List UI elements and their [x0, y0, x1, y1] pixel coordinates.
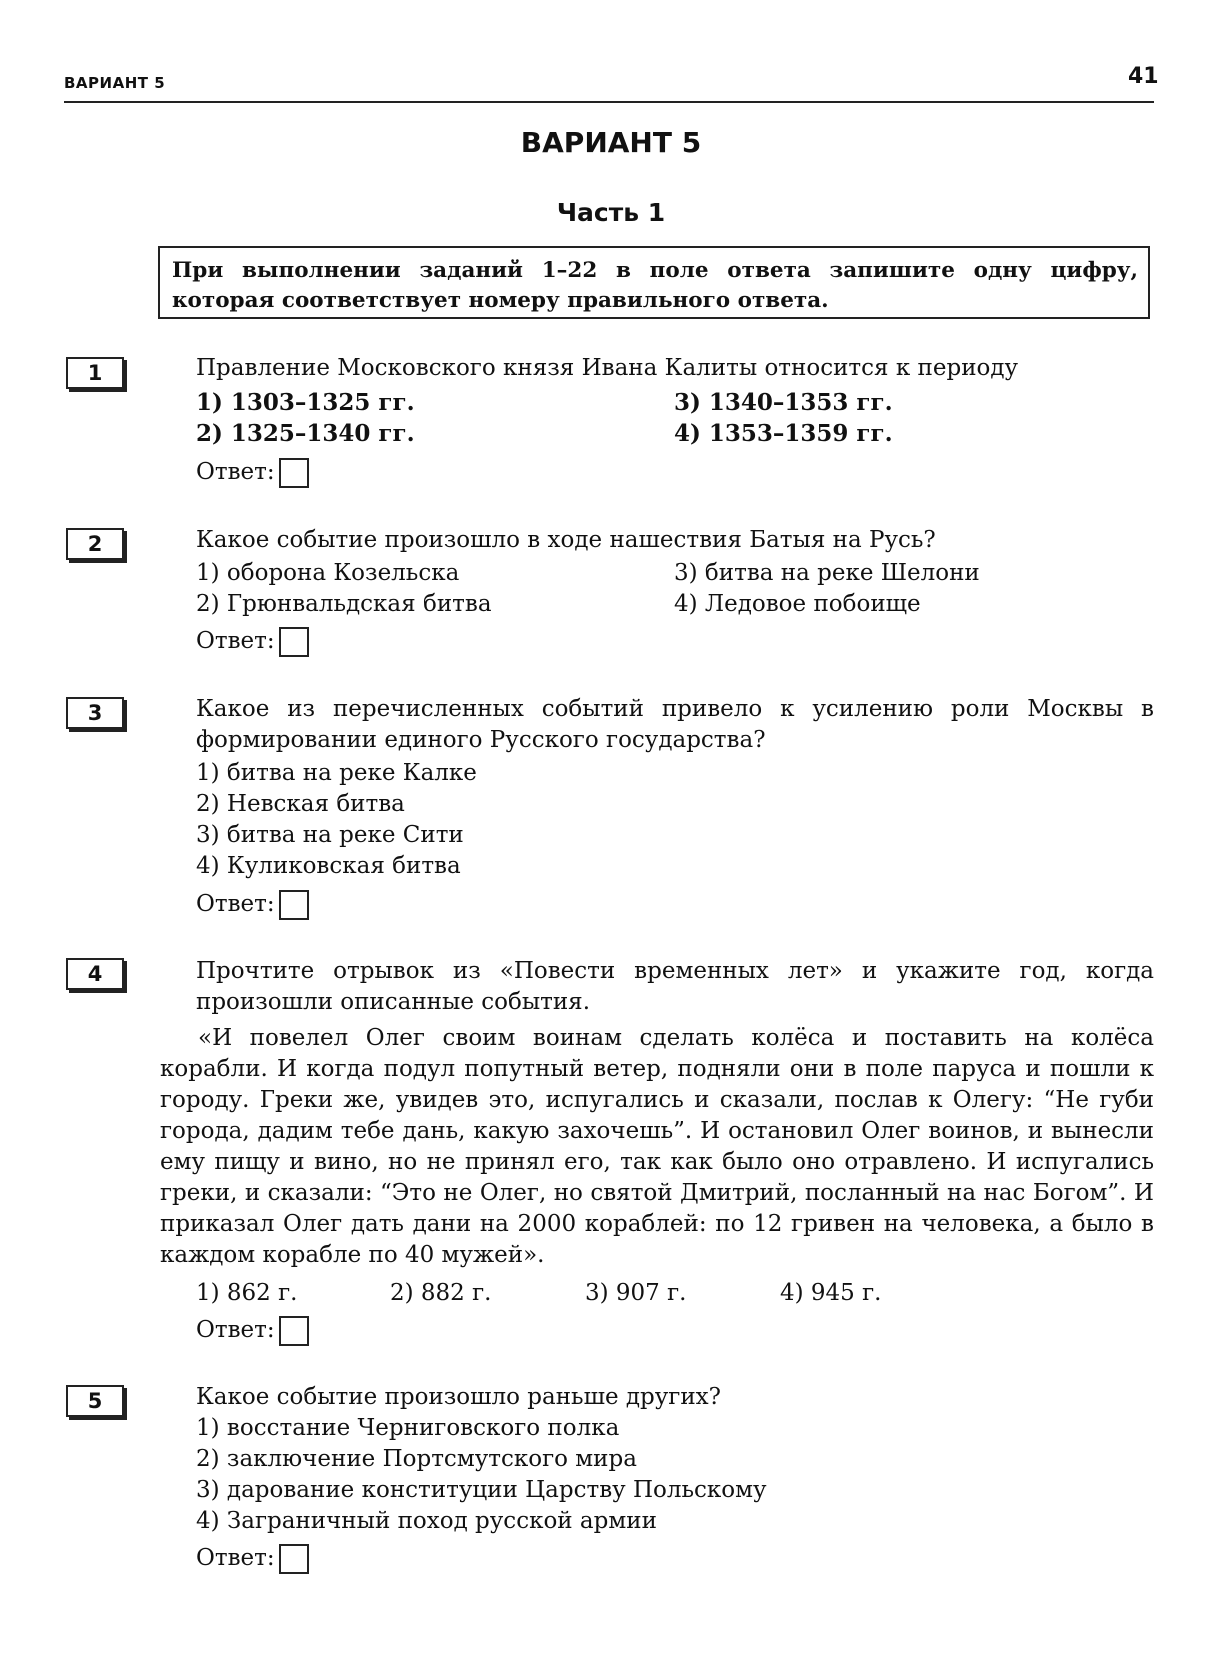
question-number-1: 1	[66, 357, 124, 389]
answer-label: Ответ:	[196, 628, 275, 654]
instruction-text: При выполнении заданий 1–22 в поле ответа запишите одну цифру, которая соответствует номеру правильного ответа.	[172, 258, 1138, 313]
instruction-box	[158, 246, 1150, 319]
option-4-4: 4) 945 г.	[780, 1280, 882, 1306]
quote-passage: «И повелел Олег своим воинам сделать колёса и поставить на колёса корабли. И когда подул попутный ветер, подняли они в поле паруса и пошли к городу. Греки же, увидев это, испугались и сказали, послав к Олегу: “Не губи города, дадим тебе дань, какую захочешь”. И остановил Олег воинов, и вынесли ему пищу и вино, но не принял его, так как было оно отравлено. И испугались греки, и сказали: “Это не Олег, но святой Дмитрий, посланный на нас Богом”. И приказал Олег дать дани на 2000 кораблей: по 12 гривен на человека, а было в каждом корабле по 40 мужей».	[160, 1025, 1154, 1268]
answer-input-3[interactable]	[279, 890, 309, 920]
option-3-1: 1) битва на реке Калке	[196, 760, 477, 786]
answer-row-1	[196, 458, 309, 488]
question-text-3: Какое из перечисленных событий привело к усилению роли Москвы в формировании единого Русского государства?	[196, 696, 1154, 753]
question-text-4: Прочтите отрывок из «Повести временных лет» и укажите год, когда произошли описанные события.	[196, 958, 1154, 1015]
option-1-2: 2) 1325–1340 гг.	[196, 420, 415, 447]
question-number-3: 3	[66, 697, 124, 729]
answer-input-4[interactable]	[279, 1316, 309, 1346]
option-5-3: 3) дарование конституции Царству Польскому	[196, 1477, 767, 1503]
answer-row-2	[196, 627, 309, 657]
option-4-3: 3) 907 г.	[585, 1280, 687, 1306]
answer-label: Ответ:	[196, 1545, 275, 1571]
option-4-2: 2) 882 г.	[390, 1280, 492, 1306]
variant-title: ВАРИАНТ 5	[520, 126, 702, 159]
option-2-2: 2) Грюнвальдская битва	[196, 591, 492, 617]
question-text-1: Правление Московского князя Ивана Калиты относится к периоду	[196, 355, 1019, 381]
answer-input-5[interactable]	[279, 1544, 309, 1574]
option-5-2: 2) заключение Портсмутского мира	[196, 1446, 637, 1472]
option-2-3: 3) битва на реке Шелони	[674, 560, 980, 586]
answer-label: Ответ:	[196, 459, 275, 485]
question-number-2: 2	[66, 528, 124, 560]
answer-row-5	[196, 1544, 309, 1574]
option-5-1: 1) восстание Черниговского полка	[196, 1415, 620, 1441]
option-2-1: 1) оборона Козельска	[196, 560, 460, 586]
option-1-4: 4) 1353–1359 гг.	[674, 420, 893, 447]
option-3-2: 2) Невская битва	[196, 791, 405, 817]
answer-row-3	[196, 890, 309, 920]
running-title: ВАРИАНТ 5	[64, 74, 166, 92]
page-number: 41	[1128, 64, 1159, 89]
question-number-5: 5	[66, 1385, 124, 1417]
answer-input-1[interactable]	[279, 458, 309, 488]
option-3-3: 3) битва на реке Сити	[196, 822, 464, 848]
option-1-1: 1) 1303–1325 гг.	[196, 389, 415, 416]
option-3-4: 4) Куликовская битва	[196, 853, 461, 879]
answer-label: Ответ:	[196, 1317, 275, 1343]
option-4-1: 1) 862 г.	[196, 1280, 298, 1306]
answer-input-2[interactable]	[279, 627, 309, 657]
option-2-4: 4) Ледовое побоище	[674, 591, 921, 617]
part-title: Часть 1	[556, 198, 666, 227]
answer-label: Ответ:	[196, 891, 275, 917]
answer-row-4	[196, 1316, 309, 1346]
question-text-5: Какое событие произошло раньше других?	[196, 1384, 721, 1410]
header-rule	[64, 101, 1154, 103]
option-5-4: 4) Заграничный поход русской армии	[196, 1508, 657, 1534]
question-number-4: 4	[66, 958, 124, 990]
question-text-2: Какое событие произошло в ходе нашествия Батыя на Русь?	[196, 527, 936, 553]
option-1-3: 3) 1340–1353 гг.	[674, 389, 893, 416]
